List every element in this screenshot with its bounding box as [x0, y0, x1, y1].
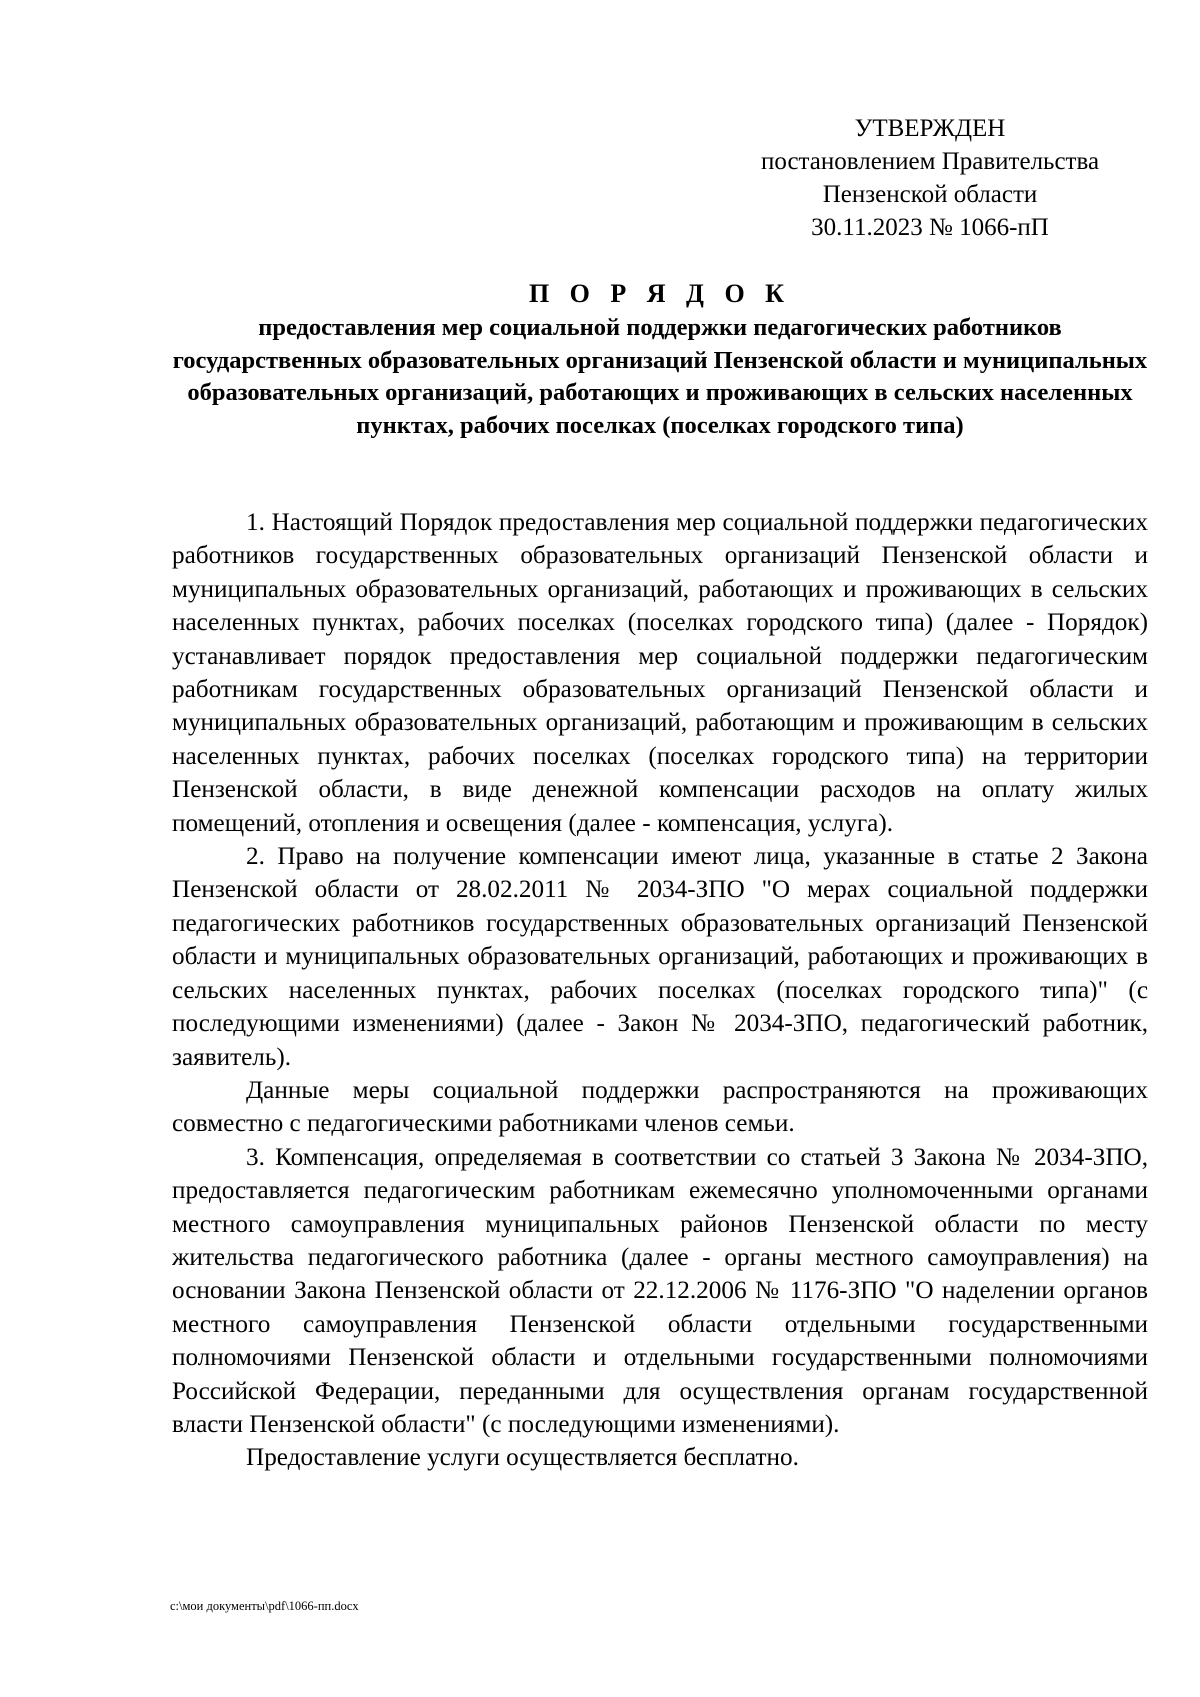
- paragraph-3-note: Предоставление услуги осуществляется бесплатно.: [246, 1444, 799, 1472]
- document-body: [172, 506, 1148, 1475]
- document-subtitle: предоставления мер социальной поддержки педагогических работников государственных образовательных организаций Пензенской области и муниципальных образовательных организаций, работающих и проживающих в сельских населенных пунктах, рабочих поселках (поселках городского типа): [172, 314, 1148, 439]
- approval-region-line: Пензенской области: [822, 181, 1038, 208]
- document-title-block: [172, 276, 1148, 442]
- paragraph-2: 2. Право на получение компенсации имеют лица, указанные в статье 2 Закона Пензенской области от 28.02.2011 № 2034-ЗПО "О мерах социальной поддержки педагогических работников государственных образовательных организаций Пензенской области и муниципальных образовательных организаций, работающих и проживающих в сельских населенных пунктах, рабочих поселках (поселках городского типа)" (с последующими изменениями) (далее - Закон № 2034-ЗПО, педагогический работник, заявитель).: [172, 843, 1148, 1071]
- file-path-footer: c:\мои документы\pdf\1066-пп.docx: [170, 1599, 359, 1613]
- approval-decree-line: постановлением Правительства: [760, 148, 1100, 175]
- approval-heading: УТВЕРЖДЕН: [854, 115, 1006, 142]
- approval-stamp: [700, 112, 1160, 244]
- paragraph-1: 1. Настоящий Порядок предоставления мер социальной поддержки педагогических работников государственных образовательных организаций Пензенской области и муниципальных образовательных организаций, работающих и проживающих в сельских населенных пунктах, рабочих поселках (поселках городского типа) (далее - Порядок) устанавливает порядок предоставления мер социальной поддержки педагогическим работникам государственных образовательных организаций Пензенской области и муниципальных образовательных организаций, работающим и проживающим в сельских населенных пунктах, рабочих поселках (поселках городского типа) на территории Пензенской области, в виде денежной компенсации расходов на оплату жилых помещений, отопления и освещения (далее - компенсация, услуга).: [172, 509, 1148, 837]
- paragraph-2-note: Данные меры социальной поддержки распространяются на проживающих совместно с педагогическими работниками членов семьи.: [172, 1076, 1148, 1138]
- document-title: П О Р Я Д О К: [528, 279, 792, 308]
- approval-date-number: 30.11.2023 № 1066-пП: [811, 214, 1049, 241]
- paragraph-3: 3. Компенсация, определяемая в соответствии со статьей 3 Закона № 2034-ЗПО, предоставляется педагогическим работникам ежемесячно уполномоченными органами местного самоуправления муниципальных районов Пензенской области по месту жительства педагогического работника (далее - органы местного самоуправления) на основании Закона Пензенской области от 22.12.2006 № 1176-ЗПО "О наделении органов местного самоуправления Пензенской области отдельными государственными полномочиями Пензенской области и отдельными государственными полномочиями Российской Федерации, переданными для осуществления органам государственной власти Пензенской области" (с последующими изменениями).: [172, 1143, 1148, 1438]
